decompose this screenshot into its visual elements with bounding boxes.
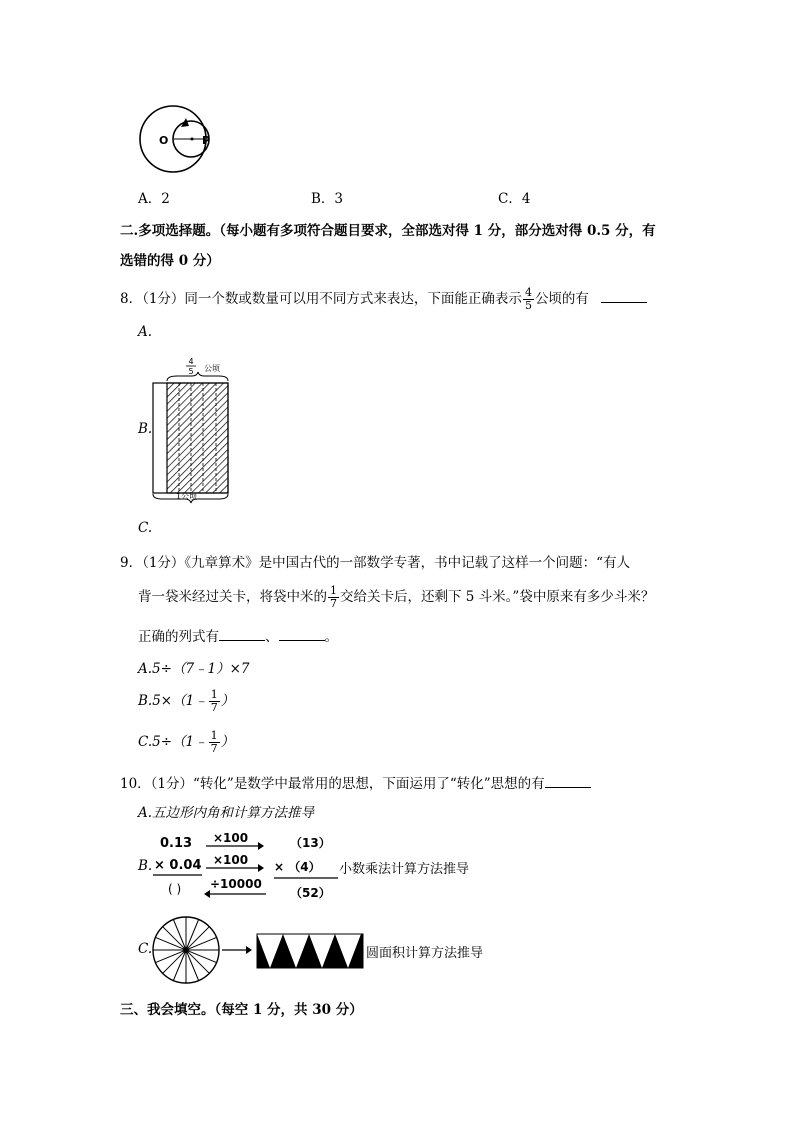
q8-answer-blank[interactable] [601,301,647,303]
q8-stem-fraction: $\frac{4}{5}$ [524,286,532,312]
q9-answer-blank-1[interactable] [219,639,265,641]
q8-stem-after: 公顷的有 [534,291,589,307]
arrow-right-icon [258,842,264,850]
q9-option-c-before: C.5÷（1﹣ [138,734,208,750]
q10-decimal-multiplication-figure [150,828,340,902]
q10-fig-result-1: （13） [290,836,331,850]
q9-stem-line1: 9．（1分）《九章算术》是中国古代的一部数学专著，书中记载了这样一个问题：“有人 [120,555,631,571]
q8-option-b[interactable]: B. [138,421,153,437]
q10-fig-product-blank: ( ) [168,882,182,896]
q7-label-o: O [159,134,169,147]
q10-fig-result-2: × （4） [274,860,321,874]
arrow-left-icon [204,890,210,898]
q9-stem-fraction: $\frac{1}{7}$ [330,584,337,610]
q10-stem-text: 10．（1分）“转化”是数学中最常用的思想，下面运用了“转化”思想的有 [120,776,545,792]
q10-fig-arrow-label-2: ×100 [213,853,249,867]
q9-option-c-fraction: $\frac{1}{7}$ [210,729,218,755]
q10-option-a[interactable]: A.五边形内角和计算方法推导 [138,805,315,821]
q7-label-p: P [202,134,210,147]
q10-fig-number-1: 0.13 [160,836,193,851]
q7-circle-figure [138,103,210,175]
q8-fig-top-den: 5 [188,367,194,376]
q10-option-b-text: 小数乘法计算方法推导 [339,862,470,877]
q10-sector-circle [153,917,219,983]
q9-line3-end: 。 [324,629,338,645]
q8-stem [120,287,647,312]
q9-stem-line3 [138,625,338,645]
q9-option-b[interactable] [138,689,234,714]
q9-line3-sep: 、 [265,629,279,645]
q10-fig-number-2: × 0.04 [154,858,202,873]
q10-fig-result-3: （52） [290,886,331,900]
q9-answer-blank-2[interactable] [279,639,325,641]
q7-option-a[interactable]: A．2 [138,191,170,207]
q10-circle-area-figure [150,914,366,986]
q9-line3-before: 正确的列式有 [138,629,219,645]
q10-option-c-text: 圆面积计算方法推导 [366,946,484,961]
q10-stem [120,772,591,792]
q10-fig-arrow-label-3: ÷10000 [210,877,262,891]
q9-stem-line2 [138,585,654,610]
q10-fig-arrow-label-1: ×100 [213,831,249,845]
q10-rearranged-sectors [257,934,363,968]
q9-option-c-after: ） [220,734,235,750]
q9-option-b-before: B.5×（1﹣ [138,693,208,709]
q9-option-c[interactable] [138,730,234,755]
q8-fig-top-num: 4 [188,357,194,366]
q8-hectare-figure [147,353,233,505]
q8-fig-bottom-label: 1公顷 [176,492,198,501]
q9-stem-line2-before: 背一袋米经过关卡，将袋中米的 [138,589,327,605]
q9-option-a[interactable]: A.5÷（7﹣1）×7 [138,661,250,677]
q8-stem-before: 8．（1分）同一个数或数量可以用不同方式来表达，下面能正确表示 [120,291,522,307]
q7-option-b[interactable]: B．3 [311,191,344,207]
section2-heading-line1: 二.多项选择题。（每小题有多项符合题目要求，全部选对得 1 分，部分选对得 0.5 分，有 [120,223,656,239]
q10-answer-blank[interactable] [545,786,591,788]
q7-option-c[interactable]: C．4 [498,191,531,207]
q9-option-b-after: ） [220,693,235,709]
section2-heading-line2: 选错的得 0 分） [120,253,220,269]
q9-stem-line2-after: 交给关卡后，还剩下 5 斗米。”袋中原来有多少斗米？ [340,589,655,605]
q8-fig-top-unit: 公顷 [204,364,220,373]
arrow-right-icon [246,946,252,954]
arrow-right-icon [258,864,264,872]
q8-option-c[interactable]: C. [138,520,153,536]
q9-option-b-fraction: $\frac{1}{7}$ [210,688,218,714]
q8-option-a[interactable]: A. [138,324,153,340]
q10-option-c[interactable]: C. [138,941,153,957]
section3-heading: 三、我会填空。（每空 1 分，共 30 分） [120,1002,363,1018]
q10-option-b[interactable]: B. [138,858,153,874]
